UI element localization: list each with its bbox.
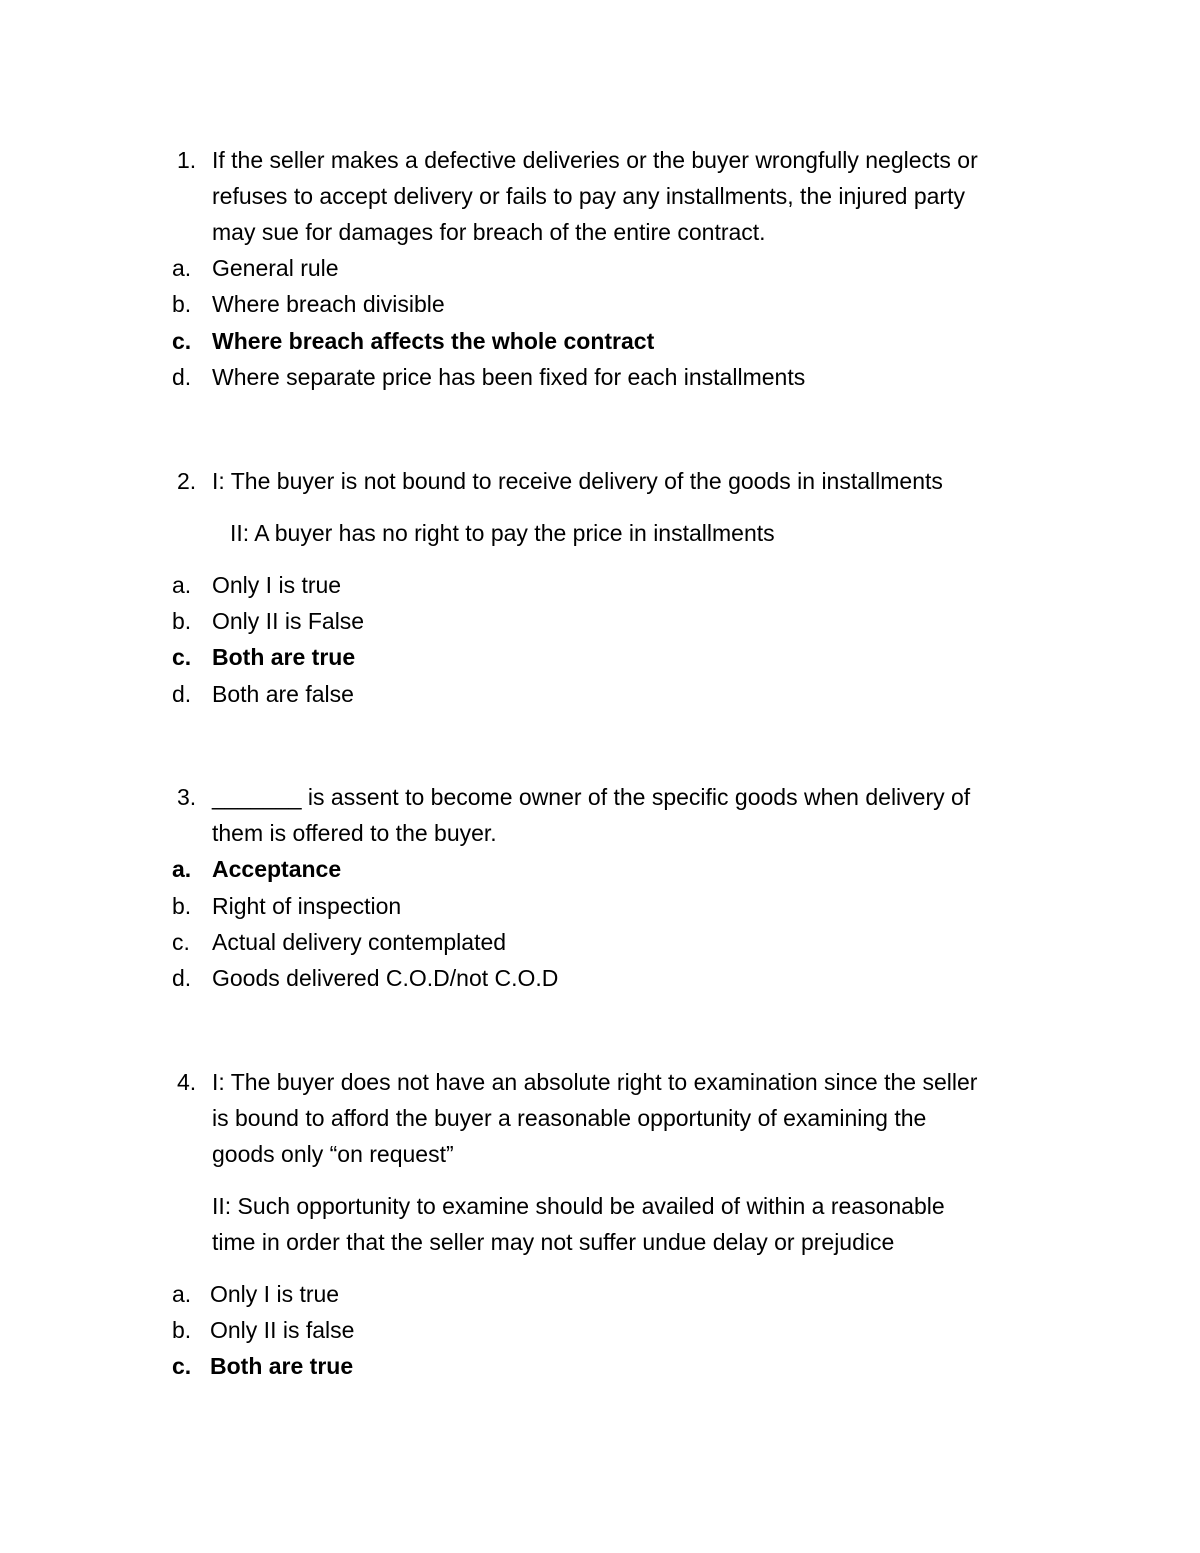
question-stem-line: goods only “on request” xyxy=(212,1141,454,1167)
option-letter: b. xyxy=(172,291,192,317)
option-letter: d. xyxy=(172,965,192,991)
option-text: General rule xyxy=(212,255,339,281)
question-number: 2. xyxy=(177,468,197,494)
option-letter-answer: c. xyxy=(172,644,192,670)
option-text: Both are false xyxy=(212,681,354,707)
option-letter: a. xyxy=(172,572,192,598)
option-letter-answer: a. xyxy=(172,856,192,882)
statement-ii-line: II: Such opportunity to examine should be availed of within a reasonable xyxy=(212,1193,945,1219)
question-stem-line: If the seller makes a defective deliveries or the buyer wrongfully neglects or xyxy=(212,147,978,173)
option-text: Goods delivered C.O.D/not C.O.D xyxy=(212,965,559,991)
option-text: Only II is false xyxy=(210,1317,355,1343)
question-stem-line: may sue for damages for breach of the entire contract. xyxy=(212,219,766,245)
option-text: Only II is False xyxy=(212,608,365,634)
option-text: Only I is true xyxy=(210,1281,340,1307)
option-text: Right of inspection xyxy=(212,893,402,919)
question-stem-line: I: The buyer is not bound to receive delivery of the goods in installments xyxy=(212,468,943,494)
option-text-answer: Acceptance xyxy=(212,856,342,882)
question-stem-line: refuses to accept delivery or fails to pay any installments, the injured party xyxy=(212,183,965,209)
option-letter-answer: c. xyxy=(172,328,192,354)
option-letter: a. xyxy=(172,1281,192,1307)
statement-ii-line: time in order that the seller may not suffer undue delay or prejudice xyxy=(212,1229,895,1255)
option-text-answer: Both are true xyxy=(212,644,356,670)
option-letter: b. xyxy=(172,608,192,634)
question-stem-line: I: The buyer does not have an absolute right to examination since the seller xyxy=(212,1069,978,1095)
option-letter: d. xyxy=(172,364,192,390)
option-letter-answer: c. xyxy=(172,1353,192,1379)
statement-ii: II: A buyer has no right to pay the price in installments xyxy=(230,520,775,546)
option-text: Only I is true xyxy=(212,572,342,598)
option-letter: b. xyxy=(172,893,192,919)
option-text-answer: Where breach affects the whole contract xyxy=(212,328,655,354)
option-letter: d. xyxy=(172,681,192,707)
option-text-answer: Both are true xyxy=(210,1353,354,1379)
question-number: 3. xyxy=(177,784,197,810)
option-letter: b. xyxy=(172,1317,192,1343)
question-stem-line: _______ is assent to become owner of the specific goods when delivery of xyxy=(212,784,971,810)
question-number: 1. xyxy=(177,147,197,173)
option-text: Actual delivery contemplated xyxy=(212,929,507,955)
option-text: Where separate price has been fixed for each installments xyxy=(212,364,806,390)
option-text: Where breach divisible xyxy=(212,291,445,317)
question-stem-line: them is offered to the buyer. xyxy=(212,820,497,846)
question-number: 4. xyxy=(177,1069,197,1095)
question-stem-line: is bound to afford the buyer a reasonable opportunity of examining the xyxy=(212,1105,927,1131)
option-letter: a. xyxy=(172,255,192,281)
option-letter: c. xyxy=(172,929,190,955)
